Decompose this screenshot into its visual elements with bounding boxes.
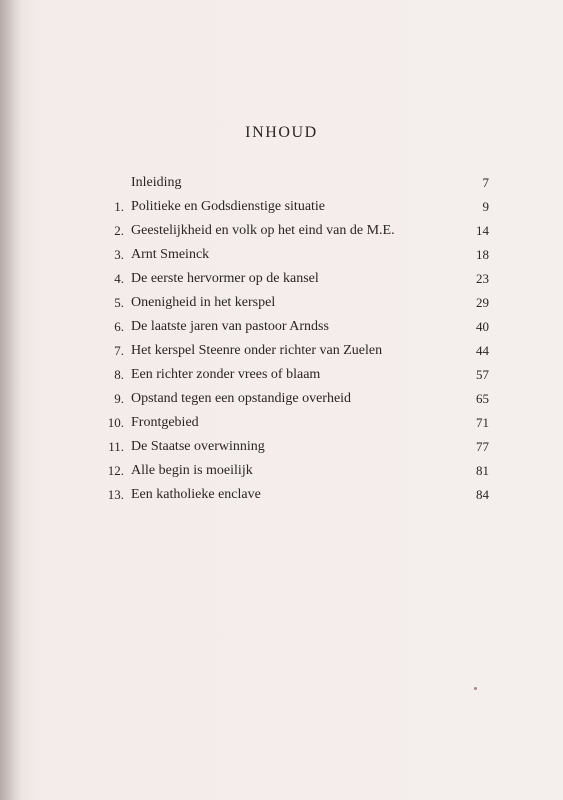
chapter-number: 9.: [114, 391, 124, 406]
chapter-title: De Staatse overwinning: [131, 439, 265, 454]
toc-entry: [0, 412, 563, 434]
toc-entry: [0, 460, 563, 482]
chapter-title: De laatste jaren van pastoor Arndss: [131, 319, 329, 334]
chapter-number: 13.: [107, 487, 124, 502]
chapter-number: 12.: [107, 463, 124, 478]
page-number: 9: [482, 199, 489, 214]
chapter-number: 10.: [107, 415, 124, 430]
toc-entry: [0, 388, 563, 410]
chapter-number: 4.: [114, 271, 124, 286]
chapter-title: Geestelijkheid en volk op het eind van de M.E.: [131, 223, 395, 238]
page-number: 29: [476, 295, 489, 310]
toc-entry: [0, 244, 563, 266]
chapter-number: 1.: [114, 199, 124, 214]
page-number: 84: [476, 487, 489, 502]
page-number: 18: [476, 247, 489, 262]
chapter-title: Een katholieke enclave: [131, 487, 261, 502]
toc-entry: [0, 316, 563, 338]
paper-speck: [474, 687, 477, 690]
toc-entry: [0, 172, 563, 194]
page-number: 81: [476, 463, 489, 478]
chapter-title: Frontgebied: [131, 415, 199, 430]
page-number: 14: [476, 223, 489, 238]
page-number: 23: [476, 271, 489, 286]
chapter-title: Een richter zonder vrees of blaam: [131, 367, 321, 382]
chapter-number: 3.: [114, 247, 124, 262]
chapter-title: Het kerspel Steenre onder richter van Zuelen: [131, 343, 383, 358]
chapter-number: 6.: [114, 319, 124, 334]
toc-entry: [0, 268, 563, 290]
page-number: 71: [476, 415, 489, 430]
page-number: 7: [482, 175, 489, 190]
page-number: 57: [476, 367, 489, 382]
chapter-number: 11.: [108, 439, 124, 454]
page-number: 44: [476, 343, 489, 358]
chapter-title: Opstand tegen een opstandige overheid: [131, 391, 352, 406]
page-title: INHOUD: [245, 124, 318, 141]
page-number: 65: [476, 391, 489, 406]
chapter-number: 7.: [114, 343, 124, 358]
page-number: 77: [476, 439, 489, 454]
chapter-number: 8.: [114, 367, 124, 382]
chapter-number: 5.: [114, 295, 124, 310]
chapter-title: De eerste hervormer op de kansel: [131, 271, 319, 286]
toc-entry: [0, 364, 563, 386]
chapter-title: Arnt Smeinck: [131, 247, 210, 262]
chapter-number: 2.: [114, 223, 124, 238]
toc-entry: [0, 340, 563, 362]
page-number: 40: [476, 319, 489, 334]
toc-entry: [0, 220, 563, 242]
toc-entry: [0, 436, 563, 458]
toc-entry: [0, 196, 563, 218]
toc-entry: [0, 484, 563, 506]
chapter-title: Politieke en Godsdienstige situatie: [131, 199, 326, 214]
chapter-title: Onenigheid in het kerspel: [131, 295, 276, 310]
toc-entry: [0, 292, 563, 314]
chapter-title: Alle begin is moeilijk: [131, 463, 253, 478]
chapter-title: Inleiding: [131, 175, 182, 190]
